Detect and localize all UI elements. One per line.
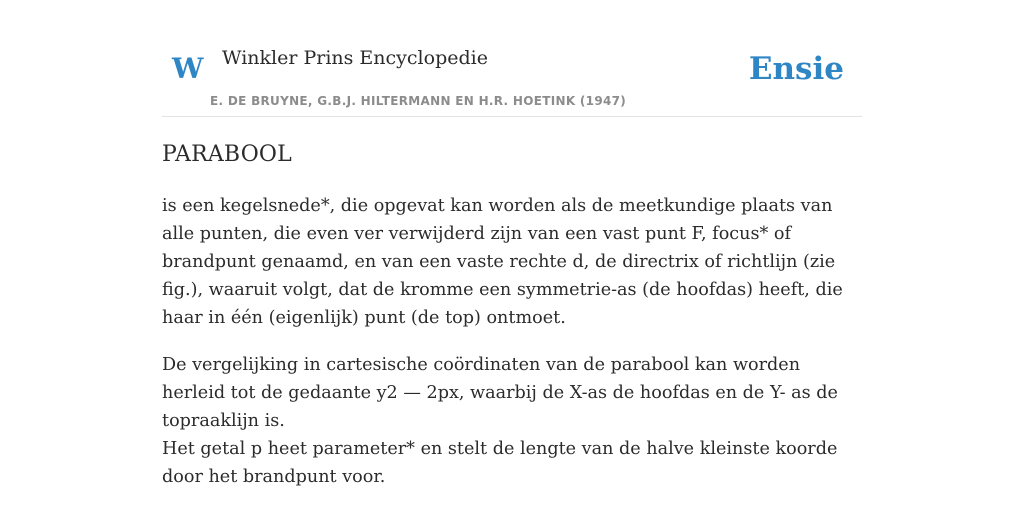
brand-logo[interactable]: Ensie <box>748 51 844 87</box>
article-headword: PARABOOL <box>162 142 292 167</box>
header <box>162 0 862 117</box>
article-paragraph-3: Het getal p heet parameter* en stelt de lengte van de halve kleinste koorde door het brandpunt voor. <box>162 439 838 487</box>
article-paragraph-2: De vergelijking in cartesische coördinaten van de parabool kan worden herleid tot de gedaante y2 — 2px, waarbij de X-as de hoofdas en de Y- as de topraaklijn is. <box>162 355 838 431</box>
authors-credit: E. DE BRUYNE, G.B.J. HILTERMANN EN H.R. HOETINK (1947) <box>210 94 627 108</box>
page <box>162 0 862 512</box>
article-paragraph-1: is een kegelsnede*, die opgevat kan worden als de meetkundige plaats van alle punten, die even ver verwijderd zijn van een vast punt F, focus* of brandpunt genaamd, en van een vaste rechte d, de directrix of richtlijn (zie fig.), waaruit volgt, dat de kromme een symmetrie-as (de hoofdas) heeft, die haar in één (eigenlijk) punt (de top) ontmoet. <box>162 196 843 328</box>
site-title[interactable]: Winkler Prins Encyclopedie <box>222 47 488 69</box>
logo-icon[interactable]: W <box>172 52 204 85</box>
